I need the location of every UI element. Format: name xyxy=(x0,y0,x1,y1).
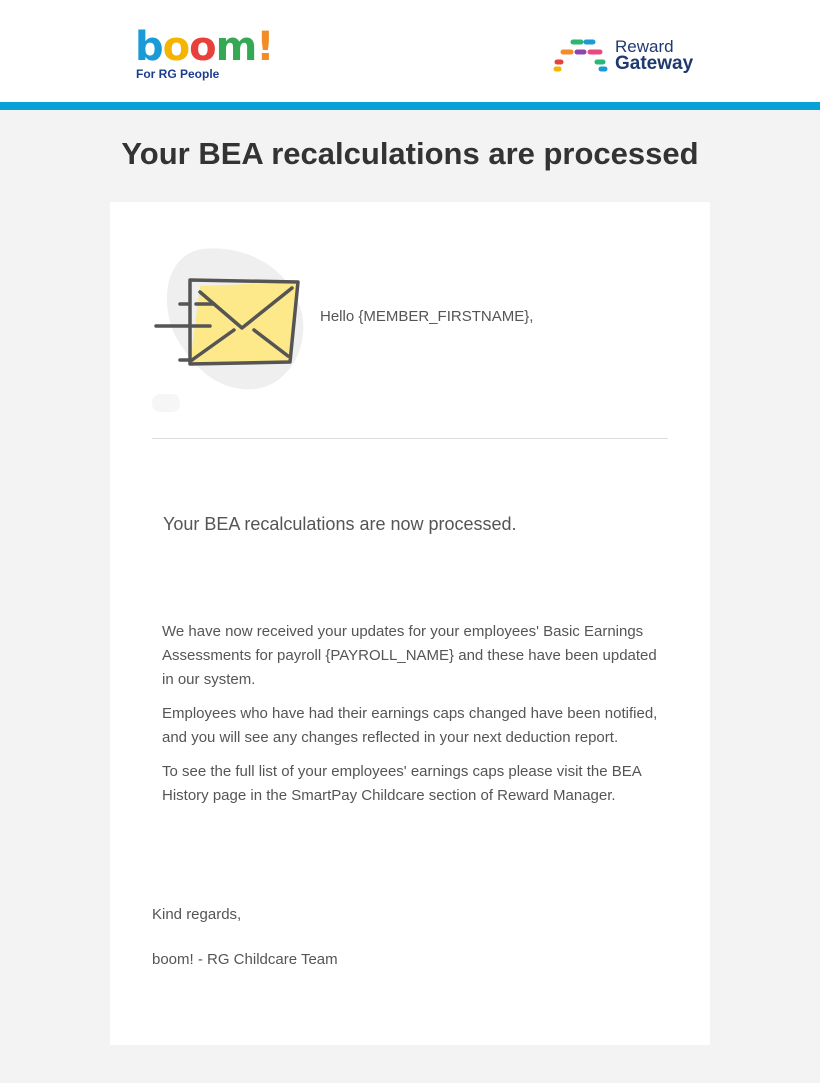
greeting: Hello {MEMBER_FIRSTNAME}, xyxy=(320,308,534,325)
header-accent-bar xyxy=(0,102,820,110)
boom-tagline: For RG People xyxy=(136,67,220,81)
reward-gateway-line2: Gateway xyxy=(615,53,694,74)
closing-regards: Kind regards, xyxy=(152,906,242,923)
logo-letter: m xyxy=(215,24,257,70)
envelope-icon xyxy=(152,244,312,424)
body-paragraph: Employees who have had their earnings caps changed have been notified, and you will see any changes reflected in your next deduction report. xyxy=(162,705,658,746)
logo-letter: b xyxy=(135,24,163,70)
boom-wordmark xyxy=(135,24,274,70)
reward-gateway-mark-icon xyxy=(553,38,609,72)
email-card xyxy=(110,202,710,1045)
reward-gateway-line1: Reward xyxy=(615,37,674,56)
divider xyxy=(152,438,668,439)
reward-gateway-logo[interactable] xyxy=(553,38,693,72)
lead-text: Your BEA recalculations are now processed. xyxy=(163,514,517,534)
logo-letter: o xyxy=(162,24,190,70)
signature: boom! - RG Childcare Team xyxy=(152,951,338,968)
body-paragraph: To see the full list of your employees' earnings caps please visit the BEA History page in the SmartPay Childcare section of Reward Manager. xyxy=(162,763,641,804)
logo-letter: ! xyxy=(256,24,274,70)
page-title: Your BEA recalculations are processed xyxy=(121,136,699,171)
email-header xyxy=(0,0,820,102)
body-paragraph: We have now received your updates for your employees' Basic Earnings Assessments for payroll {PAYROLL_NAME} and these have been updated in our system. xyxy=(162,623,657,688)
logo-letter: o xyxy=(189,24,216,70)
body-text xyxy=(162,620,662,818)
boom-logo[interactable] xyxy=(135,24,274,81)
